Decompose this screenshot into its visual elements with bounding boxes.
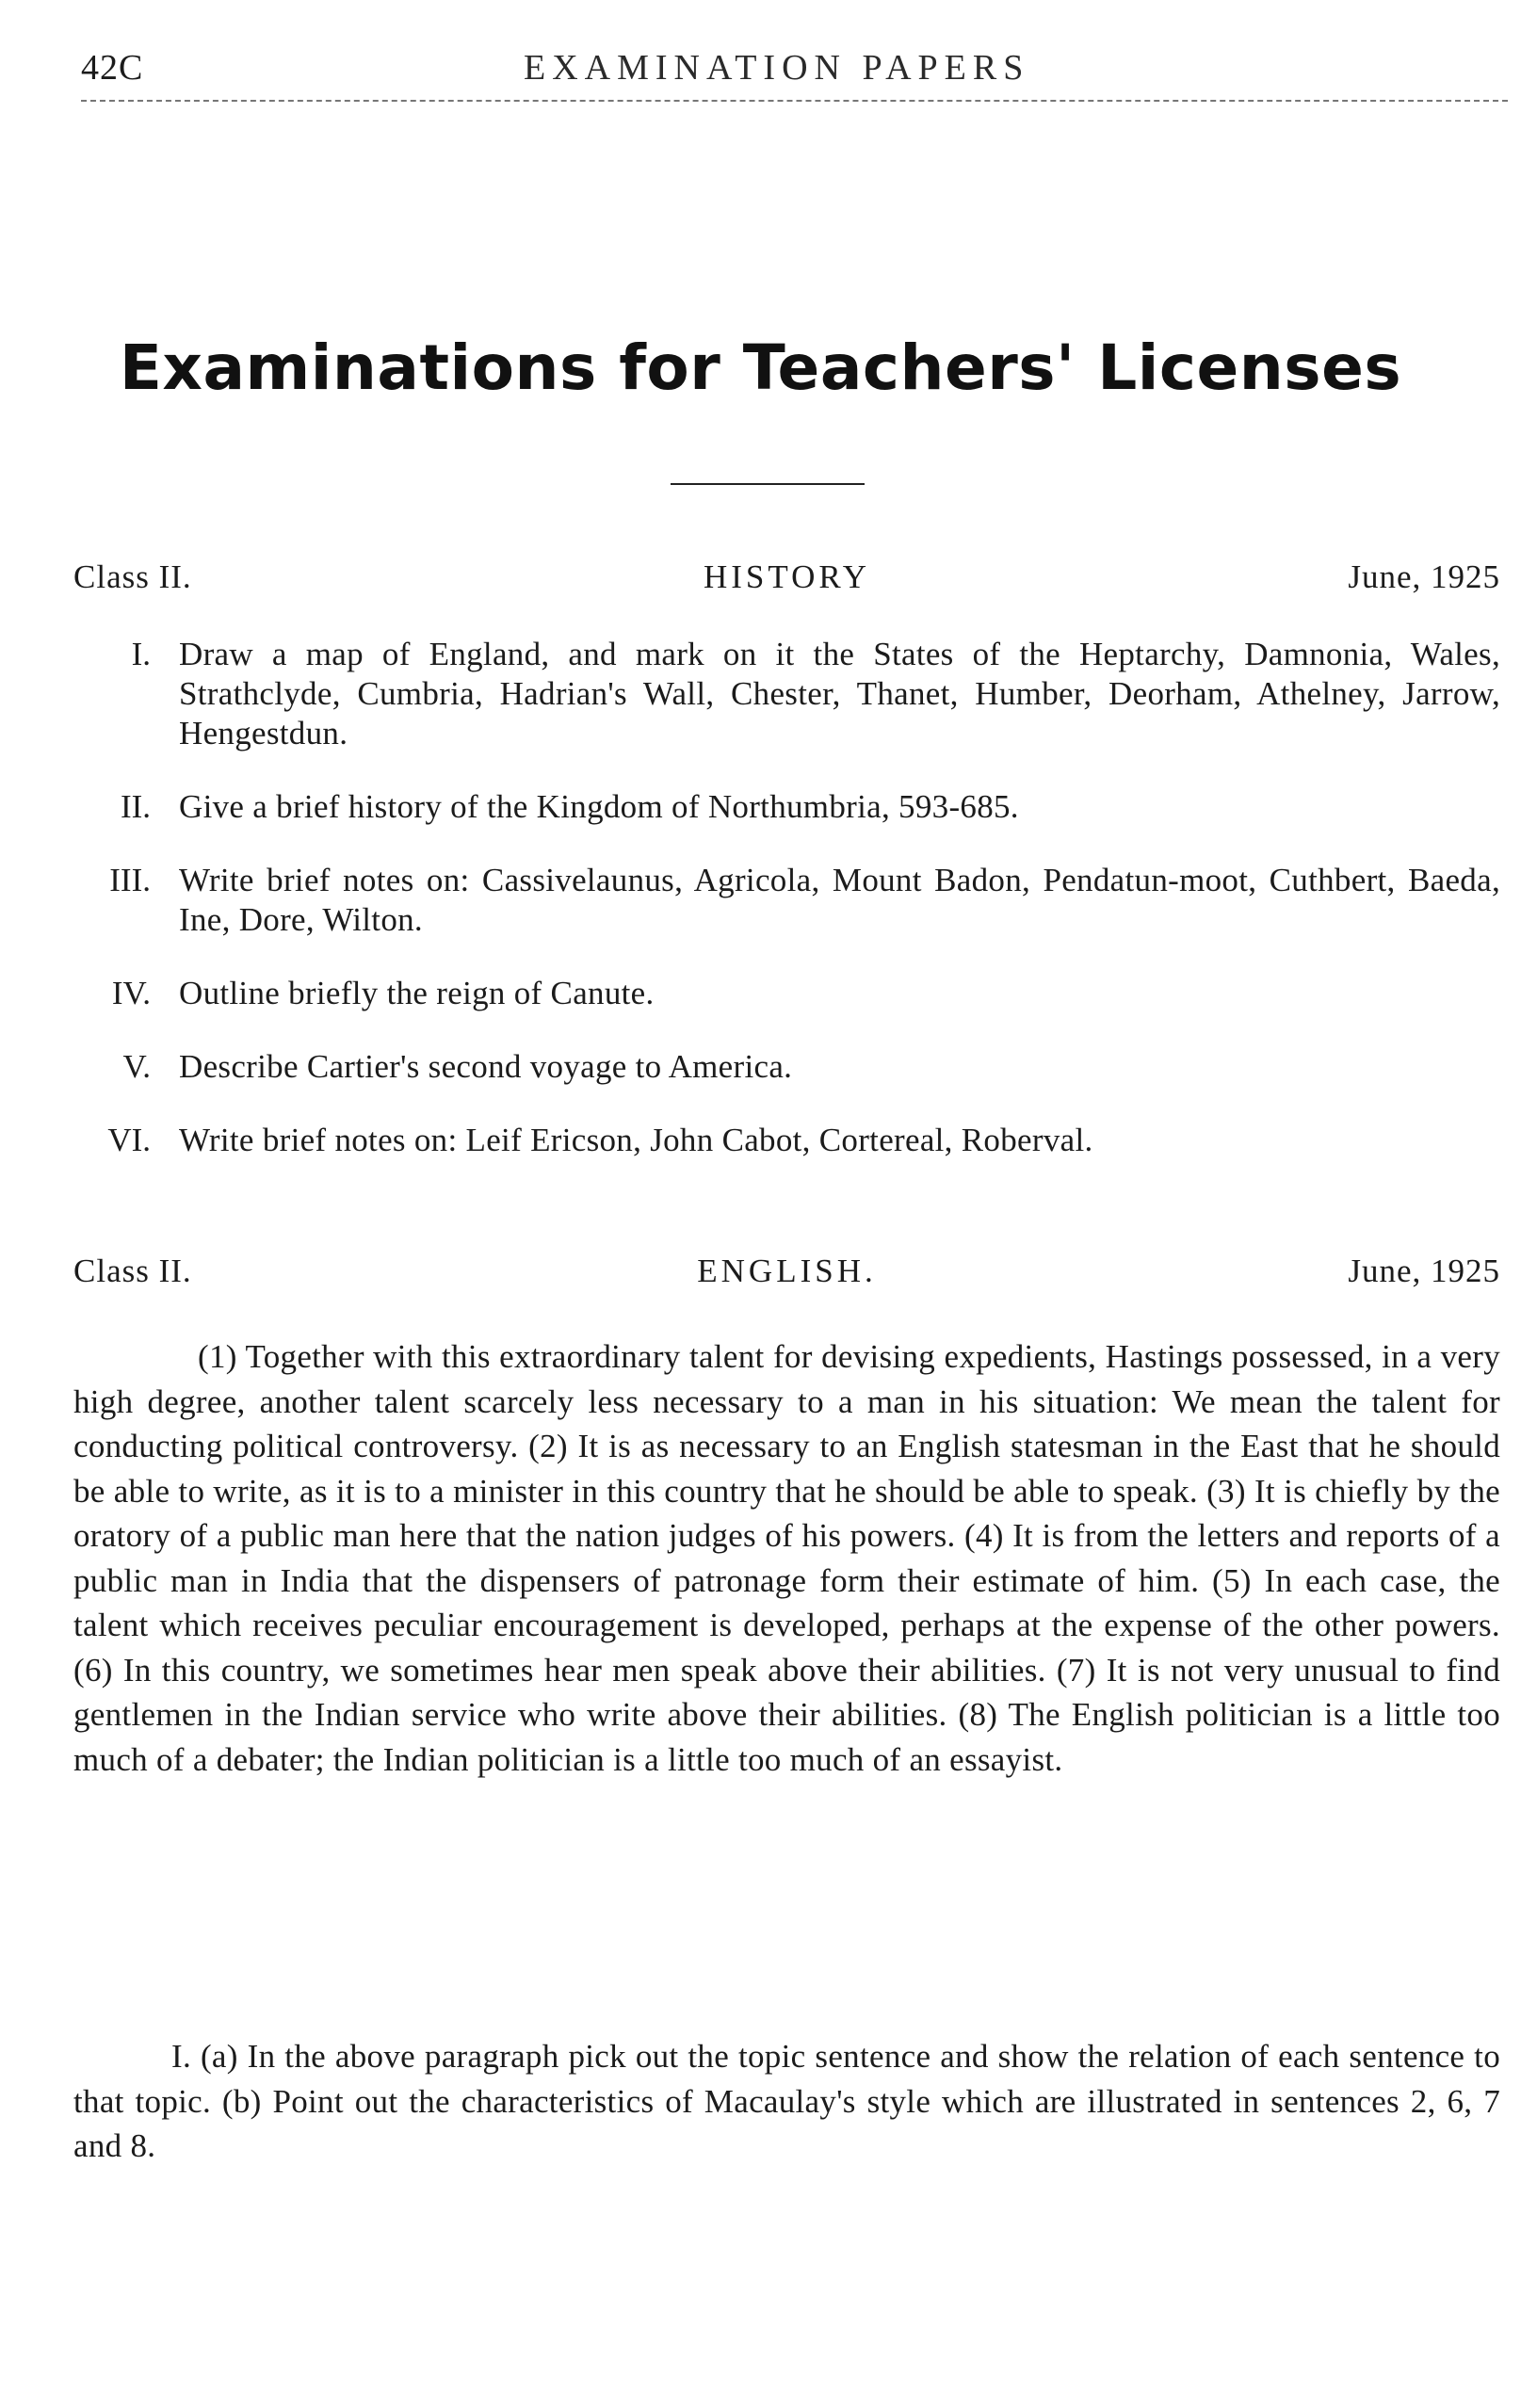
- question-number: VI.: [107, 1122, 151, 1158]
- question-item: [73, 861, 1500, 940]
- english-task: I. (a) In the above paragraph pick out the topic sentence and show the relation of each sentence to that topic. (b) Point out the characteristics of Macaulay's style which are illustrated in sentences 2, 6, 7 and 8.: [73, 2038, 1500, 2164]
- english-class-label: Class II.: [73, 1252, 192, 1289]
- english-passage: (1) Together with this extraordinary talent for devising expedients, Hastings possessed, in a very high degree, another talent scarcely less necessary to a man in his situation: We mean the talent for conducting political controversy. (2) It is as necessary to an English statesman in the East that he should be able to write, as it is to a minister in this country that he should be able to speak. (3) It is chiefly by the oratory of a public man here that the nation judges of his powers. (4) It is from the letters and reports of a public man in India that the dispensers of patronage form their estimate of him. (5) In each case, the talent which receives peculiar encouragement is developed, perhaps at the expense of the other powers. (6) In this country, we sometimes hear men speak above their abilities. (7) It is not very unusual to find gentlemen in the Indian service who write above their abilities. (8) The English politician is a little too much of a debater; the Indian politician is a little too much of an essayist.: [73, 1338, 1500, 1778]
- running-head: [81, 38, 1508, 104]
- history-section-header: [73, 558, 1500, 606]
- page-number: 42C: [81, 48, 144, 88]
- question-item: [73, 974, 1500, 1013]
- question-text: Give a brief history of the Kingdom of Northumbria, 593-685.: [179, 788, 1019, 825]
- english-date-label: June, 1925: [1348, 1252, 1500, 1289]
- history-date-label: June, 1925: [1348, 558, 1500, 595]
- title-divider: [671, 483, 865, 485]
- history-subject-label: HISTORY: [703, 558, 871, 595]
- question-number: IV.: [111, 975, 151, 1011]
- history-questions: [73, 635, 1500, 1194]
- running-title: EXAMINATION PAPERS: [524, 48, 1030, 88]
- question-text: Write brief notes on: Leif Ericson, John Cabot, Cortereal, Roberval.: [179, 1122, 1093, 1158]
- question-item: [73, 787, 1500, 827]
- question-item: [73, 635, 1500, 753]
- page-title: Examinations for Teachers' Licenses: [119, 331, 1402, 404]
- question-text: Describe Cartier's second voyage to America.: [179, 1048, 793, 1085]
- header-rule: [81, 100, 1508, 102]
- question-text: Outline briefly the reign of Canute.: [179, 975, 655, 1011]
- question-number: III.: [109, 862, 151, 898]
- question-text: Draw a map of England, and mark on it the States of the Heptarchy, Damnonia, Wales, Strathclyde, Cumbria, Hadrian's Wall, Chester, Thanet, Humber, Deorham, Athelney, Jarrow, Hengestdun.: [179, 636, 1500, 751]
- history-class-label: Class II.: [73, 558, 192, 595]
- question-number: II.: [120, 788, 151, 825]
- question-text: Write brief notes on: Cassivelaunus, Agricola, Mount Badon, Pendatun-moot, Cuthbert, Baeda, Ine, Dore, Wilton.: [179, 862, 1500, 938]
- question-item: [73, 1121, 1500, 1160]
- english-subject-label: ENGLISH.: [697, 1252, 877, 1289]
- question-number: I.: [131, 636, 151, 672]
- question-number: V.: [122, 1048, 151, 1085]
- question-item: [73, 1047, 1500, 1087]
- english-section-header: [73, 1252, 1500, 1300]
